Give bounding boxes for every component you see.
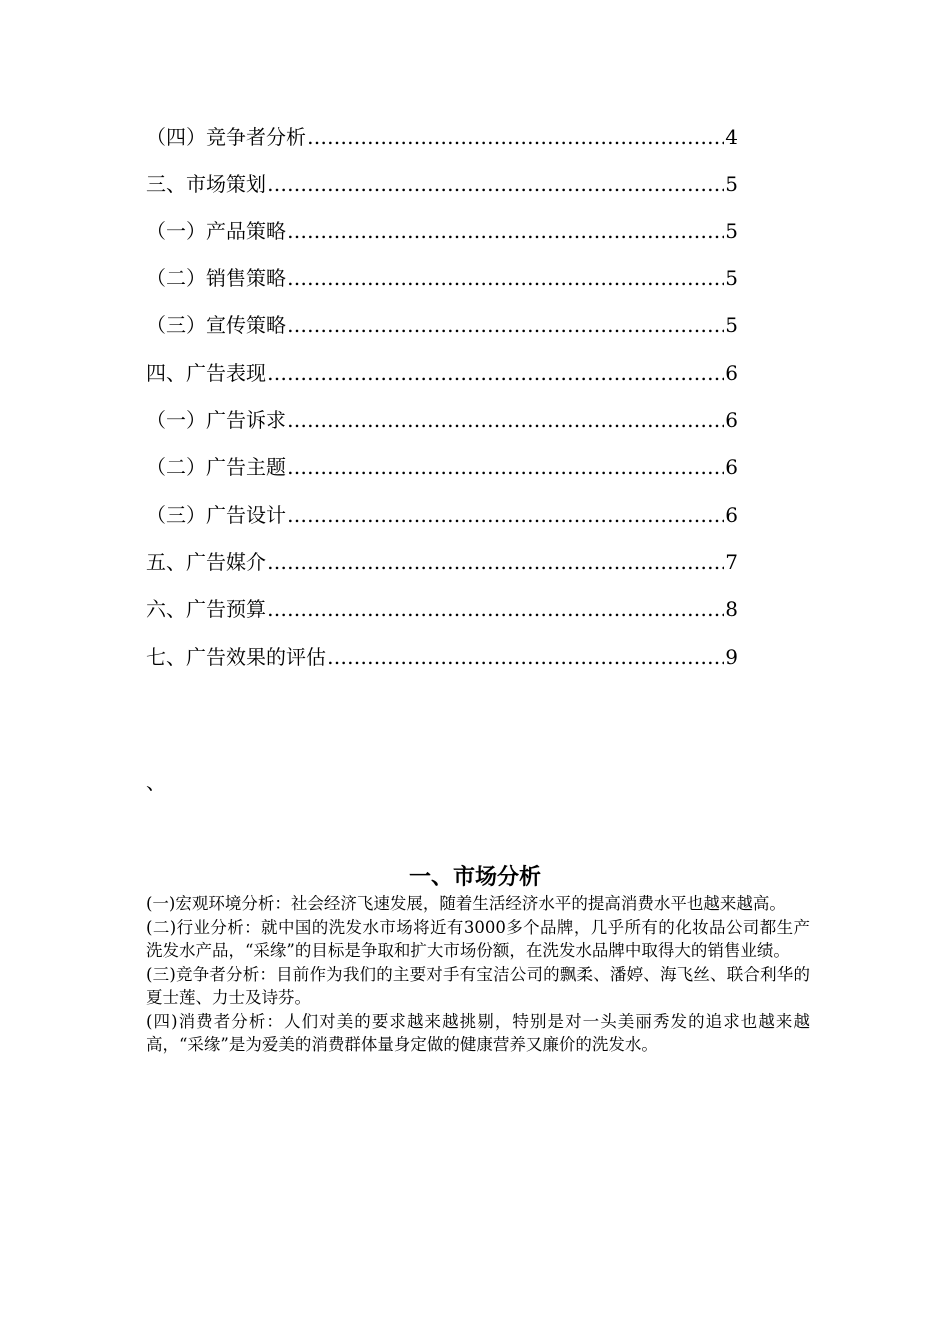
paragraph: (二)行业分析：就中国的洗发水市场将近有3000多个品牌，几乎所有的化妆品公司都生产洗发水产品，“采缘”的目标是争取和扩大市场份额，在洗发水品牌中取得大的销售业绩。 <box>146 917 810 960</box>
toc-entry-label: 六、广告预算 <box>146 597 266 621</box>
toc-entry <box>146 595 738 623</box>
paragraph: (一)宏观环境分析：社会经济飞速发展，随着生活经济水平的提高消费水平也越来越高。 <box>146 894 786 913</box>
toc-leader-dots <box>287 406 724 434</box>
toc-leader-dots <box>287 264 724 292</box>
toc-entry-label: （三）宣传策略 <box>146 313 286 337</box>
toc-entry-label: （二）销售策略 <box>146 266 286 290</box>
stray-punctuation: 、 <box>146 770 166 794</box>
toc-entry-page: 4 <box>725 125 738 149</box>
toc-entry-label: （二）广告主题 <box>146 455 286 479</box>
toc-leader-dots <box>287 311 724 339</box>
toc-entry <box>146 123 738 151</box>
toc-leader-dots <box>267 170 724 198</box>
toc-entry <box>146 501 738 529</box>
toc-entry <box>146 406 738 434</box>
toc-entry-label: 七、广告效果的评估 <box>146 645 326 669</box>
toc-entry-page: 5 <box>725 219 738 243</box>
paragraph: (三)竞争者分析：目前作为我们的主要对手有宝洁公司的飘柔、潘婷、海飞丝、联合利华的夏士莲、力士及诗芬。 <box>146 964 810 1007</box>
toc-entry-label: （一）产品策略 <box>146 219 286 243</box>
toc-entry-page: 9 <box>725 645 738 669</box>
toc-entry-page: 6 <box>725 408 738 432</box>
toc-entry <box>146 217 738 245</box>
toc-entry-label: 四、广告表现 <box>146 361 266 385</box>
toc-entry-page: 5 <box>725 313 738 337</box>
toc-entry-label: （四）竞争者分析 <box>146 125 306 149</box>
toc-entry <box>146 548 738 576</box>
toc-entry <box>146 453 738 481</box>
toc-entry-label: 五、广告媒介 <box>146 550 266 574</box>
toc-entry-page: 6 <box>725 361 738 385</box>
toc-entry-page: 5 <box>725 266 738 290</box>
toc-entry-page: 7 <box>725 550 738 574</box>
toc-leader-dots <box>267 595 724 623</box>
toc-entry <box>146 264 738 292</box>
section-body <box>146 892 810 1057</box>
section-heading-text: 一、市场分析 <box>408 864 541 890</box>
toc-entry-label: （一）广告诉求 <box>146 408 286 432</box>
toc-entry-page: 6 <box>725 503 738 527</box>
toc-leader-dots <box>287 501 724 529</box>
toc-entry <box>146 359 738 387</box>
toc-leader-dots <box>287 453 724 481</box>
toc-entry-page: 8 <box>725 597 738 621</box>
toc-leader-dots <box>307 123 724 151</box>
toc-entry <box>146 643 738 671</box>
toc-leader-dots <box>267 548 724 576</box>
toc-entry <box>146 311 738 339</box>
toc-entry-label: （三）广告设计 <box>146 503 286 527</box>
toc-leader-dots <box>327 643 724 671</box>
toc-entry-page: 6 <box>725 455 738 479</box>
section-heading <box>0 862 950 892</box>
toc-entry-page: 5 <box>725 172 738 196</box>
toc-entry <box>146 170 738 198</box>
toc-leader-dots <box>287 217 724 245</box>
toc-entry-label: 三、市场策划 <box>146 172 266 196</box>
paragraph: (四)消费者分析：人们对美的要求越来越挑剔，特别是对一头美丽秀发的追求也越来越高，“采缘”是为爱美的消费群体量身定做的健康营养又廉价的洗发水。 <box>146 1011 810 1054</box>
toc-leader-dots <box>267 359 724 387</box>
